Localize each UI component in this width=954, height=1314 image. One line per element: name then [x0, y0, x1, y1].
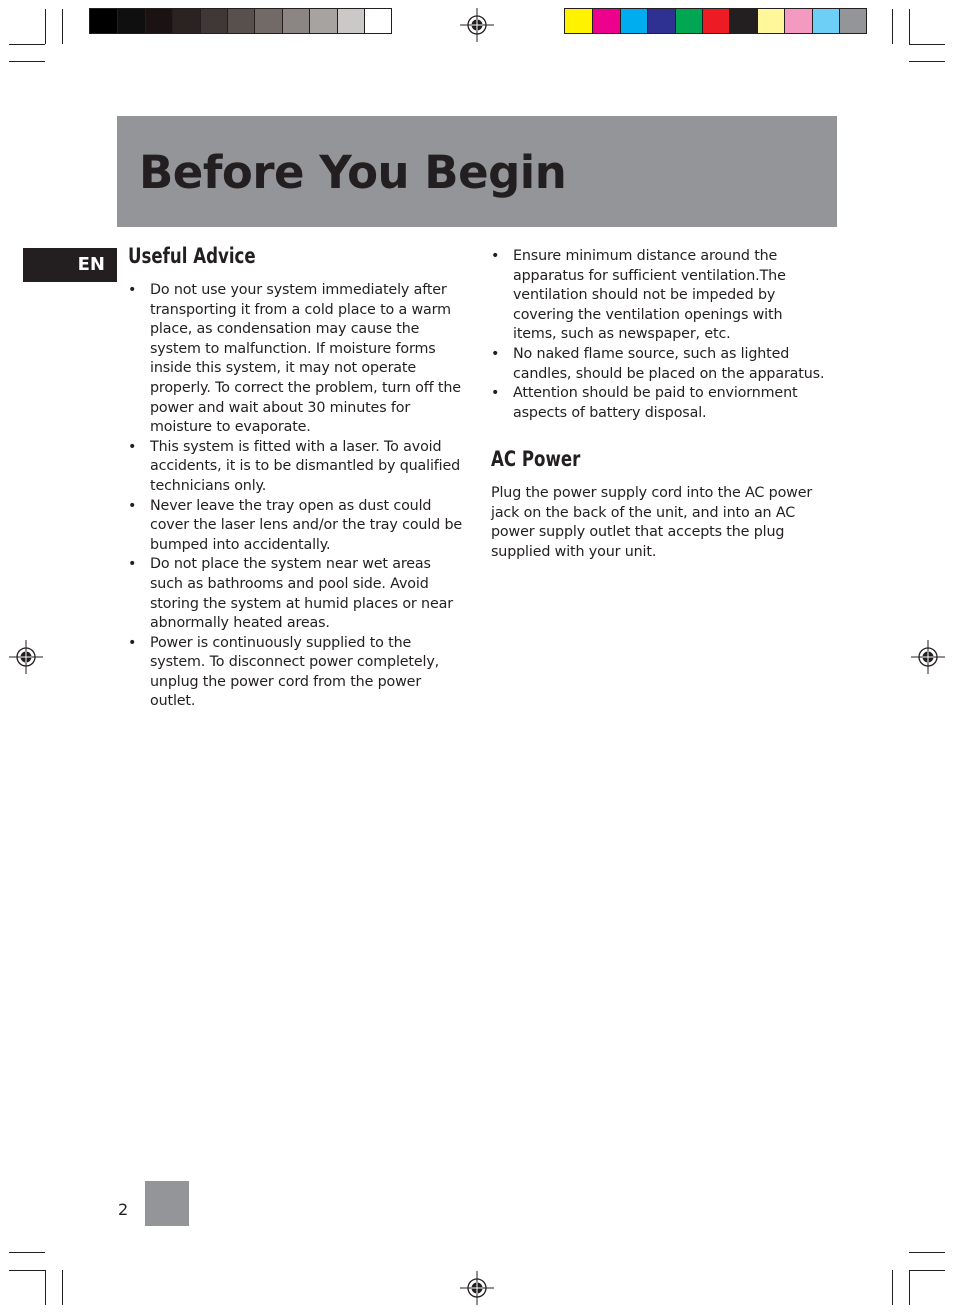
crop-mark — [62, 1270, 63, 1305]
crop-mark — [909, 44, 945, 45]
crop-mark — [909, 1270, 910, 1305]
process-color-bar — [564, 8, 867, 34]
color-swatch — [337, 9, 364, 33]
page-title: Before You Begin — [139, 146, 567, 199]
crop-mark — [909, 61, 945, 62]
language-tab: EN — [23, 248, 117, 282]
list-item: • Do not use your system immediately after transporting it from a cold place to a warm place, as condensation may cause the system to malfunction. If moisture forms inside this system, it may not operate properly. To correct the problem, turn off the power and wait about 30 minutes for moisture to evaporate. — [128, 281, 464, 438]
color-swatch — [145, 9, 172, 33]
color-swatch — [282, 9, 309, 33]
color-swatch — [729, 9, 756, 33]
page-tab-block — [145, 1181, 189, 1226]
color-swatch — [309, 9, 336, 33]
ac-power-heading: AC Power — [491, 447, 581, 471]
color-swatch — [839, 9, 866, 33]
color-swatch — [90, 9, 117, 33]
list-item: • Power is continuously supplied to the system. To disconnect power completely, unplug the power cord from the power outlet. — [128, 634, 464, 712]
color-swatch — [565, 9, 592, 33]
list-item: • Ensure minimum distance around the apparatus for sufficient ventilation.The ventilation should not be impeded by covering the ventilation openings with items, such as newspaper, etc. — [491, 247, 825, 345]
color-swatch — [702, 9, 729, 33]
color-swatch — [784, 9, 811, 33]
crop-mark — [9, 1252, 45, 1253]
color-swatch — [364, 9, 391, 33]
color-swatch — [675, 9, 702, 33]
ac-power-text: Plug the power supply cord into the AC power jack on the back of the unit, and into an AC power supply outlet that accepts the plug supplied with your unit. — [491, 485, 813, 560]
list-item: • This system is fitted with a laser. To avoid accidents, it is to be dismantled by qualified technicians only. — [128, 438, 464, 497]
registration-mark-icon — [911, 640, 945, 674]
registration-mark-icon — [460, 8, 494, 42]
color-swatch — [200, 9, 227, 33]
list-item: • No naked flame source, such as lighted candles, should be placed on the apparatus. — [491, 345, 825, 384]
crop-mark — [9, 61, 45, 62]
crop-mark — [909, 1270, 945, 1271]
crop-mark — [9, 1270, 45, 1271]
crop-mark — [892, 9, 893, 44]
page-number: 2 — [118, 1200, 129, 1219]
grayscale-color-bar — [89, 8, 392, 34]
list-item: • Attention should be paid to enviornment aspects of battery disposal. — [491, 384, 825, 423]
list-item: • Never leave the tray open as dust could cover the laser lens and/or the tray could be bumped into accidentally. — [128, 497, 464, 556]
color-swatch — [227, 9, 254, 33]
color-swatch — [757, 9, 784, 33]
safety-list — [491, 247, 825, 423]
crop-mark — [45, 1270, 46, 1305]
color-swatch — [812, 9, 839, 33]
registration-mark-icon — [9, 640, 43, 674]
color-swatch — [647, 9, 674, 33]
color-swatch — [172, 9, 199, 33]
crop-mark — [909, 1252, 945, 1253]
color-swatch — [254, 9, 281, 33]
color-swatch — [592, 9, 619, 33]
crop-mark — [45, 9, 46, 44]
crop-mark — [909, 9, 910, 44]
crop-mark — [62, 9, 63, 44]
color-swatch — [620, 9, 647, 33]
useful-advice-list — [128, 281, 464, 712]
page-header — [117, 116, 837, 227]
registration-mark-icon — [460, 1271, 494, 1305]
useful-advice-heading: Useful Advice — [128, 244, 256, 268]
color-swatch — [117, 9, 144, 33]
crop-mark — [892, 1270, 893, 1305]
crop-mark — [9, 44, 45, 45]
list-item: • Do not place the system near wet areas such as bathrooms and pool side. Avoid storing the system at humid places or near abnormally heated areas. — [128, 555, 464, 633]
